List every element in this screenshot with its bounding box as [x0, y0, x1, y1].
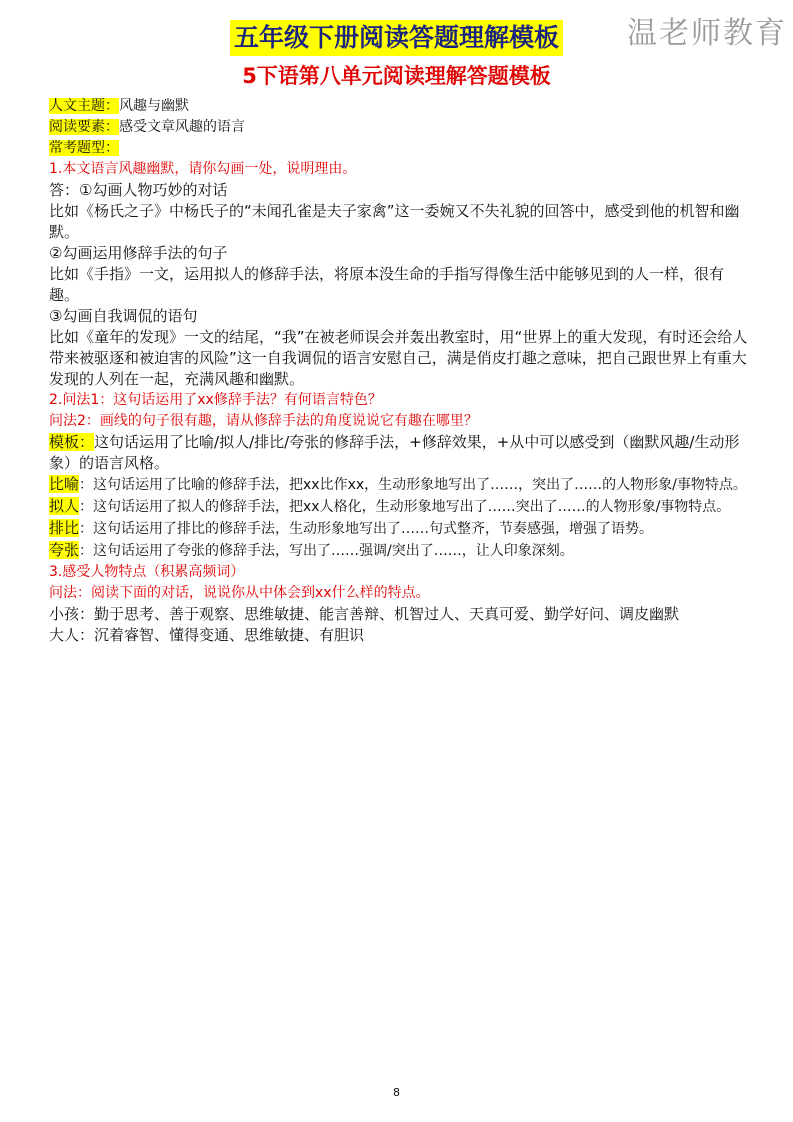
exaggeration-line — [49, 540, 749, 562]
child-traits: 小孩：勤于思考、善于观察、思维敏捷、能言善辩、机智过人、天真可爱、勤学好问、调皮幽默 — [49, 605, 680, 623]
answer-1-point-3: ③勾画自我调侃的语句 — [49, 307, 198, 325]
question-2-form-2: 问法2：画线的句子很有趣，请从修辞手法的角度说说它有趣在哪里？ — [49, 413, 478, 429]
exaggeration-text: ：这句话运用了夸张的修辞手法，写出了……强调/突出了……，让人印象深刻。 — [79, 543, 574, 559]
element-value: 感受文章风趣的语言 — [119, 119, 245, 135]
types-line — [49, 138, 749, 159]
metaphor-label: 比喻 — [49, 475, 80, 493]
exaggeration-label: 夸张 — [49, 541, 80, 559]
question-3-form: 问法：阅读下面的对话，说说你从中体会到xx什么样的特点。 — [49, 585, 430, 601]
answer-1-example-2: 比如《手指》一文，运用拟人的修辞手法，将原本没生命的手指写得像生活中能够见到的人一样，很有趣。 — [49, 265, 725, 304]
document-body — [49, 96, 749, 646]
template-label: 模板： — [49, 433, 95, 451]
theme-value: 风趣与幽默 — [119, 98, 189, 114]
answer-1-intro: 答：①勾画人物巧妙的对话 — [49, 181, 228, 199]
parallelism-label: 排比 — [49, 519, 80, 537]
theme-line — [49, 96, 749, 117]
element-line — [49, 117, 749, 138]
page-title: 五年级下册阅读答题理解模板 — [230, 20, 563, 56]
parallelism-line — [49, 518, 749, 540]
question-1: 1.本文语言风趣幽默，请你勾画一处，说明理由。 — [49, 161, 357, 177]
question-3: 3.感受人物特点（积累高频词） — [49, 564, 245, 580]
watermark: 温老师教育 — [627, 16, 787, 51]
page-number: 8 — [393, 1086, 400, 1099]
template-text: 这句话运用了比喻/拟人/排比/夸张的修辞手法，+修辞效果，+从中可以感受到（幽默风趣/生动形象）的语言风格。 — [49, 433, 740, 472]
metaphor-text: ：这句话运用了比喻的修辞手法，把xx比作xx，生动形象地写出了……，突出了……的人物形象/事物特点。 — [79, 477, 747, 493]
element-label: 阅读要素： — [49, 119, 119, 135]
template-line — [49, 432, 749, 474]
page-subtitle: 5下语第八单元阅读理解答题模板 — [242, 64, 551, 88]
answer-1-example-1: 比如《杨氏之子》中杨氏子的“未闻孔雀是夫子家禽”这一委婉又不失礼貌的回答中，感受到他的机智和幽默。 — [49, 202, 740, 241]
question-2-form-1: 2.问法1：这句话运用了xx修辞手法？有何语言特色？ — [49, 392, 382, 408]
personification-line — [49, 496, 749, 518]
title-container — [0, 20, 793, 56]
personification-text: ：这句话运用了拟人的修辞手法，把xx人格化，生动形象地写出了……突出了……的人物形象/事物特点。 — [79, 499, 731, 515]
answer-1-example-3: 比如《童年的发现》一文的结尾，“我”在被老师误会并轰出教室时，用“世界上的重大发现，有时还会给人带来被驱逐和被迫害的风险”这一自我调侃的语言安慰自己，满是俏皮打趣之意味，把自己跟世界上有重大发现的人列在一起，充满风趣和幽默。 — [49, 328, 748, 388]
parallelism-text: ：这句话运用了排比的修辞手法，生动形象地写出了……句式整齐，节奏感强，增强了语势。 — [79, 521, 654, 537]
personification-label: 拟人 — [49, 497, 80, 515]
theme-label: 人文主题： — [49, 98, 119, 114]
metaphor-line — [49, 474, 749, 496]
types-label: 常考题型： — [49, 140, 119, 156]
answer-1-point-2: ②勾画运用修辞手法的句子 — [49, 244, 228, 262]
adult-traits: 大人：沉着睿智、懂得变通、思维敏捷、有胆识 — [49, 626, 365, 644]
